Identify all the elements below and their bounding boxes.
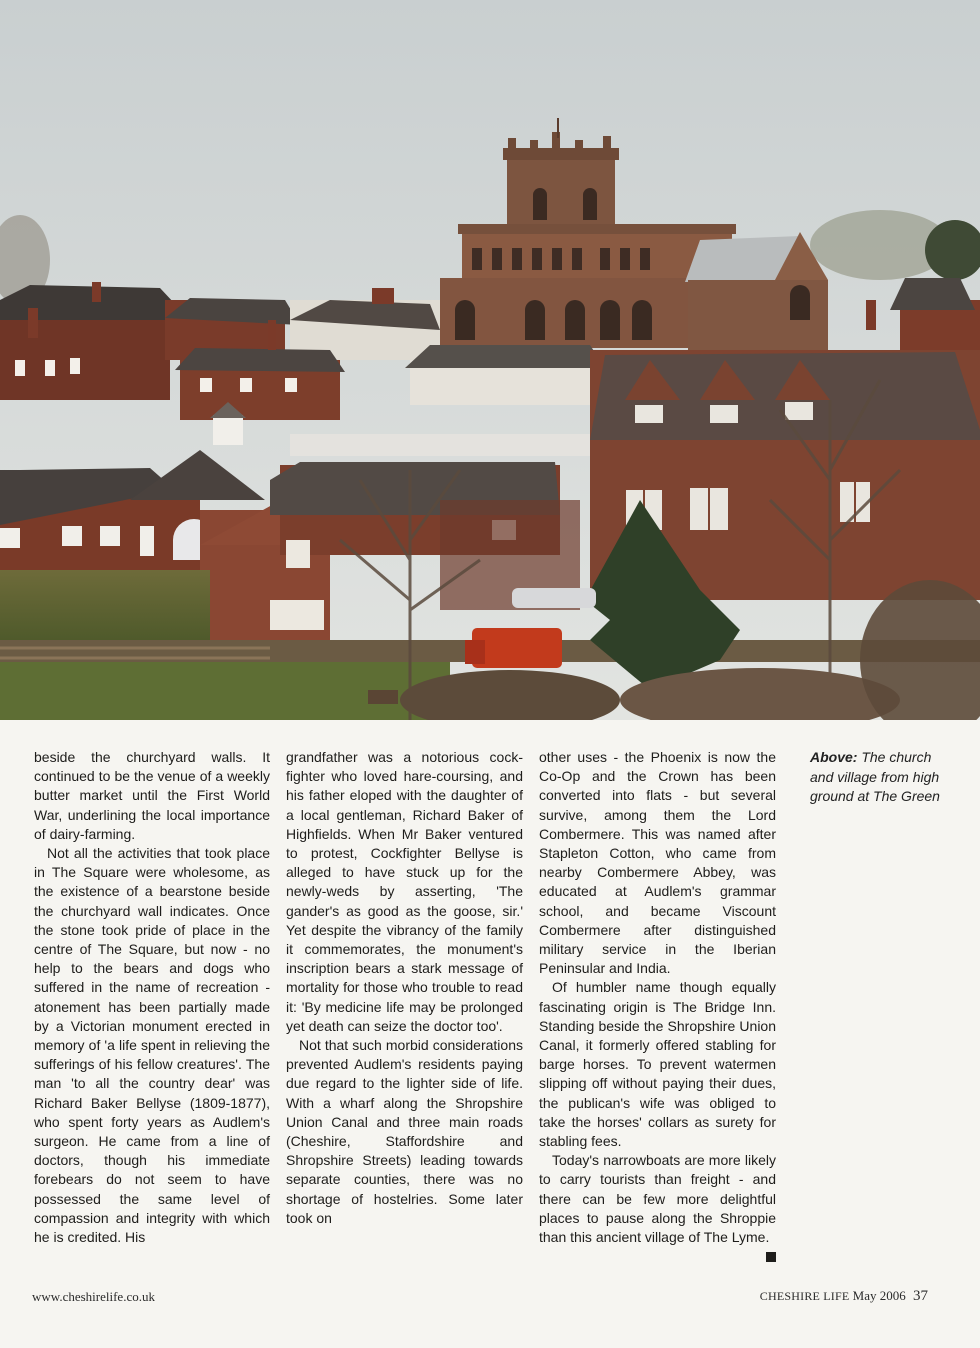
- article-paragraph: other uses - the Phoenix is now the Co-Op and the Crown has been converted into flats - but several survive, among them the Lord Combermere. This was named after Stapleton Cotton, who came from nearby Combermere Abbey, was educated at Audlem's grammar school, and became Viscount Combermere after distinguished military service in the Iberian Peninsular and India.: [539, 749, 776, 977]
- article-column-3: [539, 748, 776, 1262]
- footer-website: www.cheshirelife.co.uk: [32, 1289, 155, 1304]
- article-paragraph: grandfather was a notorious cock-fighter who loved hare-coursing, and his father eloped with the daughter of a local gentleman, Richard Baker of Highfields. When Mr Baker ventured to protest, Cockfighter Bellyse is alleged to have stuck up for the newly-weds by asserting, 'The gander's as good as the goose, sir.' Yet despite the vibrancy of the family it commemorates, the monument's inscription bears a stark message of mortality for those who trouble to read it: 'By medicine life may be prolonged yet death can seize the doctor too'.: [286, 749, 523, 1034]
- footer-publication-info: [760, 1288, 928, 1305]
- caption-lead: Above:: [810, 749, 858, 765]
- page-number: 37: [913, 1288, 928, 1304]
- article-paragraph-last: [539, 1151, 776, 1247]
- article-column-2: [286, 748, 523, 1228]
- end-mark-icon: [766, 1252, 776, 1262]
- article-paragraph: Not that such morbid considerations prevented Audlem's residents paying due regard to the lighter side of life. With a wharf along the Shropshire Union Canal and three main roads (Cheshire, Staffordshire and Shropshire Streets) leading towards separate counties, there was no shortage of hostelries. Some later took on: [286, 1037, 523, 1226]
- caption-text: The church and village from high ground at The Green: [810, 749, 940, 804]
- article-paragraph-text: Today's narrowboats are more likely to carry tourists than freight - and there can be few more delightful places to pause along the Shroppie than this ancient village of The Lyme.: [539, 1152, 776, 1246]
- article-paragraph: Of humbler name though equally fascinating origin is The Bridge Inn. Standing beside the Shropshire Union Canal, it formerly offered stabling for barge horses. To prevent watermen slipping off without paying their dues, the publican's wife was obliged to take the horses' collars as surety for stabling fees.: [539, 979, 776, 1150]
- article-column-1: [34, 748, 270, 1247]
- footer-publication: CHESHIRE LIFE: [759, 1289, 850, 1303]
- photo-caption: [810, 748, 950, 807]
- article-paragraph: Not all the activities that took place in The Square were wholesome, as the existence of a bearstone beside the churchyard wall indicates. Once the stone took pride of place in the centre of The Square, but now - no help to the bears and dogs who suffered in the name of recreation - atonement has been partially made by a Victorian monument erected in memory of 'a life spent in relieving the sufferings of his fellow creatures'. The man 'to all the country dear' was Richard Baker Bellyse (1809-1877), who spent forty years as Audlem's surgeon. He came from a line of doctors, though his immediate forebears do not seem to have possessed the same level of compassion and integrity with which he is credited. His: [34, 845, 270, 1246]
- article-paragraph: beside the churchyard walls. It continued to be the venue of a weekly butter market until the First World War, underlining the local importance of dairy-farming.: [34, 749, 270, 842]
- footer-issue: May 2006: [852, 1288, 906, 1303]
